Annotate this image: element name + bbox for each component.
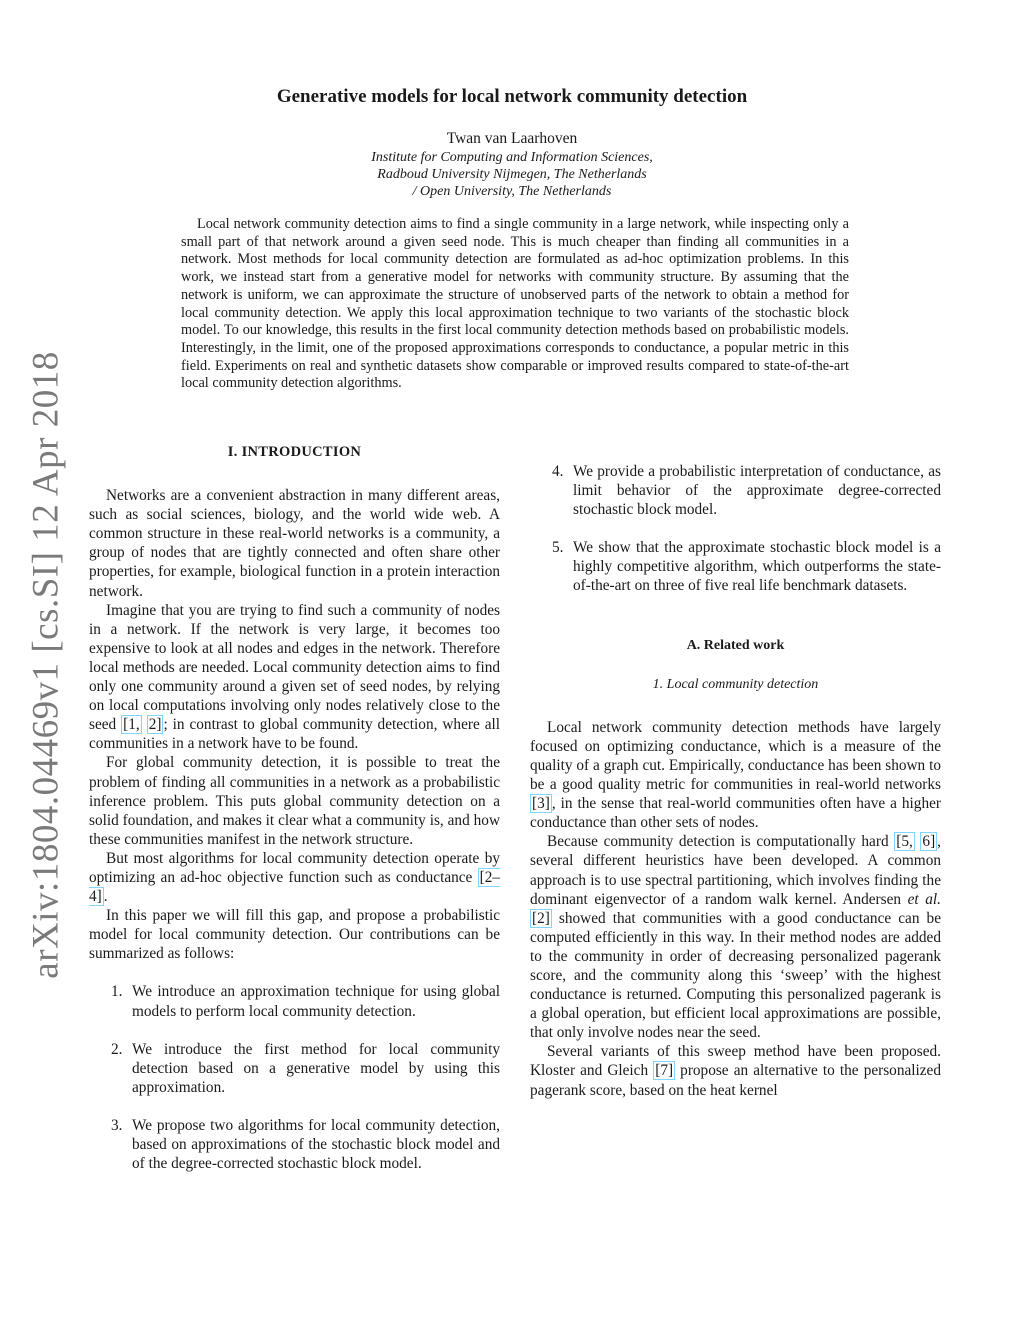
intro-paragraph-1: Networks are a convenient abstraction in many different areas, such as social sciences, biology, and the world wide web. A common structure in these real-world networks is a community, a group of nodes that are tightly connected and often share other properties, for example, biological function in a protein interaction network. <box>89 487 500 600</box>
citation-link[interactable]: 2] <box>148 716 162 734</box>
citation-link[interactable]: [2–4] <box>89 868 500 906</box>
citation-link[interactable]: 6] <box>922 833 936 851</box>
intro-paragraph-5: In this paper we will fill this gap, and propose a probabilistic model for local community detection. Our contributions can be summarized as follows: <box>89 907 500 963</box>
arxiv-identifier-sidebar <box>20 351 72 979</box>
related-paragraph-3: Several variants of this sweep method have been proposed. Kloster and Gleich [7] propose an alternative to the personalized pagerank score, based on the heat kernel <box>530 1043 941 1099</box>
citation-link[interactable]: [1, <box>123 716 140 734</box>
subsection-heading-related-work: A. Related work <box>686 637 785 653</box>
related-paragraph-2: Because community detection is computationally hard [5, 6] , several different heuristics have been developed. A common approach is to use spectral partitioning, which involves finding the dominant eigenvector of a random walk kernel. Andersen et al. [2] showed that communities with a good conductance can be computed efficiently in this way. In their method nodes are added to the community in order of decreasing personalized pagerank score, and the community along this ‘sweep’ with the highest conductance is returned. Computing this personalized pagerank is a global operation, but efficient local approximations are possible, that only involve nodes near the seed. <box>530 833 941 1042</box>
left-column <box>89 443 500 1173</box>
paper-title: Generative models for local network community detection <box>276 86 748 107</box>
intro-paragraph-3: For global community detection, it is possible to treat the problem of finding all communities in a network as a probabilistic inference problem. This puts global community detection on a solid foundation, and makes it clear what a community is, and how these communities manifest in the network structure. <box>89 754 500 848</box>
abstract <box>181 216 849 393</box>
list-item: 4. We provide a probabilistic interpretation of conductance, as limit behavior of the approximate degree-corrected stochastic block model. <box>552 463 941 519</box>
citation-link[interactable]: [5, <box>896 833 913 851</box>
list-item: 3. We propose two algorithms for local community detection, based on approximations of the stochastic block model and of the degree-corrected stochastic block model. <box>111 1116 500 1173</box>
intro-paragraph-4: But most algorithms for local community detection operate by optimizing an ad-hoc objective function such as conductance [2–4] . <box>89 849 500 906</box>
citation-link[interactable]: [7] <box>655 1062 674 1080</box>
affiliation-line-1: Institute for Computing and Information Sciences, <box>371 150 653 165</box>
citation-link[interactable]: [3] <box>532 795 550 813</box>
arxiv-identifier: arXiv:1804.04469v1 [cs.SI] 12 Apr 2018 <box>25 351 67 979</box>
right-column <box>530 443 941 1100</box>
subsubsection-heading-local-community-detection: 1. Local community detection <box>652 676 819 692</box>
affiliation-line-3: / Open University, The Netherlands <box>412 184 612 199</box>
intro-paragraph-2: Imagine that you are trying to find such a community of nodes in a network. If the network is very large, it becomes too expensive to look at all nodes and edges in the network. Therefore local methods are needed. Local community detection aims to find only one community around a given set of seed nodes, by relying on local computations involving only nodes relatively close to the seed [1, 2] ; in contrast to global community detection, where all communities in a network have to be found. <box>89 601 500 753</box>
list-item: 5. We show that the approximate stochastic block model is a highly competitive algorithm, which outperforms the state-of-the-art on three of five real life benchmark datasets. <box>552 539 941 595</box>
author-name: Twan van Laarhoven <box>446 130 578 147</box>
list-item: 2. We introduce the first method for local community detection based on a generative model by using this approximation. <box>111 1040 500 1096</box>
related-paragraph-1: Local network community detection methods have largely focused on optimizing conductance, which is a measure of the quality of a graph cut. Empirically, conductance has been shown to be a good quality metric for communities in real-world networks [3] , in the sense that real-world communities often have a higher conductance than other sets of nodes. <box>530 718 941 832</box>
affiliation-line-2: Radboud University Nijmegen, The Netherlands <box>377 167 647 182</box>
abstract-text: Local network community detection aims to find a single community in a large network, while inspecting only a small part of that network around a given seed node. This is much cheaper than finding all communities in a network. Most methods for local community detection are formulated as ad-hoc optimization problems. In this work, we instead start from a generative model for networks with community structure. By assuming that the network is uniform, we can approximate the structure of unobserved parts of the network to obtain a method for local community detection. We apply this local approximation technique to two variants of the stochastic block model. To our knowledge, this results in the first local community detection methods based on probabilistic models. Interestingly, in the limit, one of the proposed approximations corresponds to conductance, a popular metric in this field. Experiments on real and synthetic datasets show comparable or improved results compared to state-of-the-art local community detection algorithms. <box>181 216 849 392</box>
list-item: 1. We introduce an approximation technique for using global models to perform local community detection. <box>111 983 500 1020</box>
section-heading-introduction: I. INTRODUCTION <box>227 444 362 460</box>
citation-link[interactable]: [2] <box>532 909 550 927</box>
